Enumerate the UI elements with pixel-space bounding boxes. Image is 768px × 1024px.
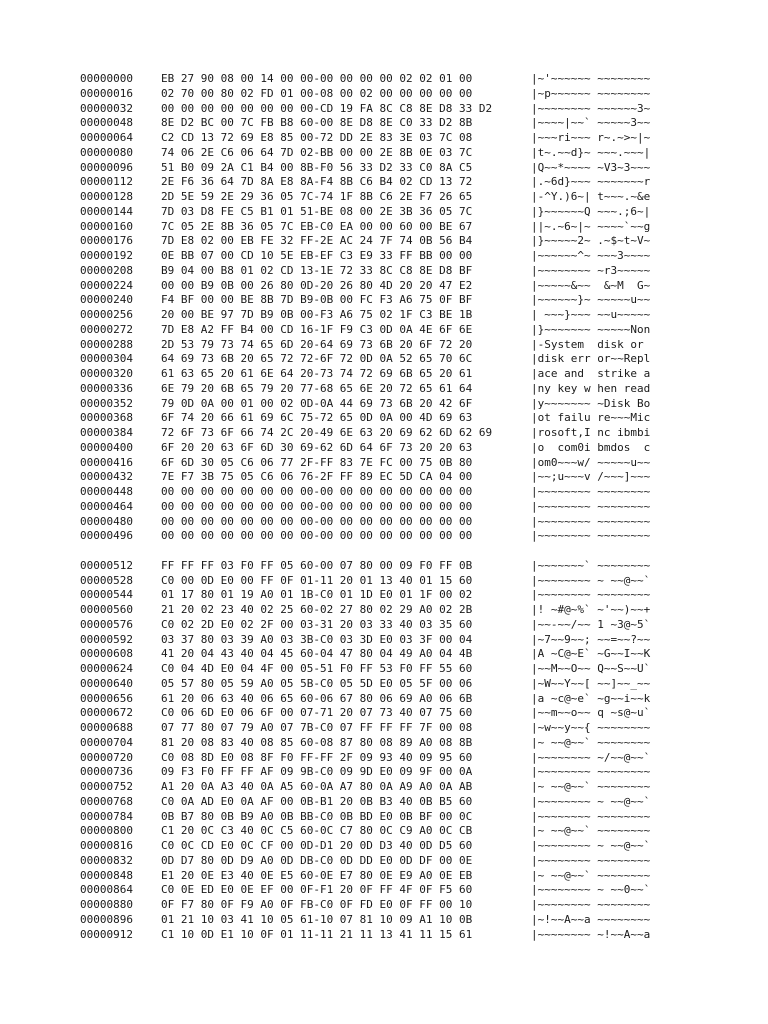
- ascii-column: |~~M~~O~~ Q~~S~~U`: [531, 662, 651, 675]
- ascii-column: |~~~~~~~~ ~ ~~@~~`: [531, 839, 651, 852]
- hex-bytes-column: C0 02 2D E0 02 2F 00 03-31 20 03 33 40 03 35 60: [161, 617, 473, 631]
- hex-row: [80, 397, 680, 412]
- ascii-column: |-^Y.)6~| t~~~.~&e: [531, 190, 651, 203]
- offset-column: 00000080: [80, 145, 133, 159]
- hex-row: [80, 308, 680, 323]
- hex-row: [80, 869, 680, 884]
- hex-row: [80, 883, 680, 898]
- ascii-column: |~ ~~@~~` ~~~~~~~~: [531, 824, 651, 838]
- hex-row: [80, 515, 680, 530]
- hex-row: [80, 603, 680, 618]
- offset-column: 00000576: [80, 617, 133, 631]
- offset-column: 00000160: [80, 219, 133, 233]
- hex-row: [80, 898, 680, 913]
- ascii-column: |rosoft,I nc ibmbi: [531, 426, 651, 439]
- offset-column: 00000640: [80, 676, 133, 690]
- hex-row: [80, 190, 680, 205]
- offset-column: 00000176: [80, 234, 133, 248]
- ascii-column: |~~~~~~~~ ~~~~~~~~: [531, 514, 651, 528]
- hex-bytes-column: 41 20 04 43 40 04 45 60-04 47 80 04 49 A0 04 4B: [161, 647, 473, 661]
- hex-row: [80, 751, 680, 766]
- ascii-column: |~~~~~~~~ ~ ~~@~~`: [531, 794, 651, 808]
- offset-column: 00000624: [80, 662, 133, 675]
- ascii-column: |disk err or~~Repl: [531, 352, 651, 366]
- hex-bytes-column: 00 00 00 00 00 00 00 00-00 00 00 00 00 00 00 00: [161, 485, 473, 498]
- offset-column: 00000480: [80, 514, 133, 528]
- hex-row: [80, 810, 680, 825]
- hex-row: [80, 441, 680, 456]
- ascii-column: |~~~~~~~~ ~~~~~~~~: [531, 898, 651, 911]
- ascii-column: |~w~~y~~{ ~~~~~~~~: [531, 721, 651, 734]
- ascii-column: |ny key w hen read: [531, 381, 651, 395]
- offset-column: 00000720: [80, 750, 133, 764]
- hex-row: [80, 677, 680, 692]
- hex-bytes-column: 79 0D 0A 00 01 00 02 0D-0A 44 69 73 6B 20 42 6F: [161, 396, 473, 410]
- hex-bytes-column: 6E 79 20 6B 65 79 20 77-68 65 6E 20 72 65 61 64: [161, 381, 473, 395]
- offset-column: 00000240: [80, 293, 133, 307]
- hex-bytes-column: 7E F7 3B 75 05 C6 06 76-2F FF 89 EC 5D CA 04 00: [161, 470, 473, 484]
- hex-row: [80, 854, 680, 869]
- offset-column: 00000272: [80, 322, 133, 336]
- ascii-column: |~ ~~@~~` ~~~~~~~~: [531, 780, 651, 793]
- hex-bytes-column: EB 27 90 08 00 14 00 00-00 00 00 00 02 02 01 00: [161, 72, 473, 85]
- hex-row: [80, 692, 680, 707]
- offset-column: 00000512: [80, 558, 133, 572]
- hex-row: [80, 913, 680, 928]
- ascii-column: |om0~~~w/ ~~~~~u~~: [531, 455, 651, 469]
- hex-bytes-column: C0 06 6D E0 06 6F 00 07-71 20 07 73 40 07 75 60: [161, 706, 473, 720]
- hex-bytes-column: C1 10 0D E1 10 0F 01 11-11 21 11 13 41 11 15 61: [161, 927, 473, 941]
- hex-bytes-column: C0 0E ED E0 0E EF 00 0F-F1 20 0F FF 4F 0F F5 60: [161, 883, 473, 897]
- offset-column: 00000368: [80, 411, 133, 425]
- offset-column: 00000496: [80, 529, 133, 543]
- hex-block: [80, 559, 680, 943]
- hex-bytes-column: 00 00 B9 0B 00 26 80 0D-20 26 80 4D 20 20 47 E2: [161, 278, 473, 292]
- ascii-column: |~!~~A~~a ~~~~~~~~: [531, 912, 651, 926]
- hex-row: [80, 146, 680, 161]
- ascii-column: |~~-~~/~~ 1 ~3@~5`: [531, 617, 651, 631]
- hex-row: [80, 456, 680, 471]
- hex-row: [80, 928, 680, 943]
- ascii-column: |~~~~~~~~ ~!~~A~~a: [531, 927, 651, 941]
- ascii-column: |o com0i bmdos c: [531, 440, 651, 454]
- hex-row: [80, 131, 680, 146]
- hex-bytes-column: 72 6F 73 6F 66 74 2C 20-49 6E 63 20 69 62 6D 62 69: [161, 426, 493, 439]
- hex-row: [80, 102, 680, 117]
- hex-row: [80, 367, 680, 382]
- hex-row: [80, 470, 680, 485]
- hex-bytes-column: 7C 05 2E 8B 36 05 7C EB-C0 EA 00 00 60 00 BE 67: [161, 219, 473, 233]
- hex-row: [80, 633, 680, 648]
- ascii-column: |! ~#@~%` ~'~~)~~+: [531, 603, 651, 616]
- hex-bytes-column: FF FF FF 03 F0 FF 05 60-00 07 80 00 09 F0 FF 0B: [161, 558, 473, 572]
- ascii-column: |~~~~~~~~ ~~~~~~~~: [531, 853, 651, 867]
- ascii-column: |ace and strike a: [531, 367, 651, 380]
- ascii-column: |~~~~~~~~ ~~~~~~~~: [531, 809, 651, 823]
- hex-bytes-column: 51 B0 09 2A C1 B4 00 8B-F0 56 33 D2 33 C0 8A C5: [161, 160, 473, 174]
- hex-row: [80, 795, 680, 810]
- offset-column: 00000688: [80, 721, 133, 734]
- hex-row: [80, 161, 680, 176]
- hex-bytes-column: 03 37 80 03 39 A0 03 3B-C0 03 3D E0 03 3F 00 04: [161, 632, 473, 646]
- hex-bytes-column: 09 F3 F0 FF FF AF 09 9B-C0 09 9D E0 09 9F 00 0A: [161, 765, 473, 779]
- hex-bytes-column: 00 00 00 00 00 00 00 00-CD 19 FA 8C C8 8E D8 33 D2: [161, 101, 493, 115]
- ascii-column: |}~~~~~~Q ~~~.;6~|: [531, 204, 651, 218]
- ascii-column: |}~~~~~~~ ~~~~~Non: [531, 322, 651, 336]
- offset-column: 00000656: [80, 691, 133, 705]
- hex-bytes-column: 00 00 00 00 00 00 00 00-00 00 00 00 00 00 00 00: [161, 499, 473, 513]
- offset-column: 00000672: [80, 706, 133, 720]
- hex-row: [80, 382, 680, 397]
- hex-bytes-column: 02 70 00 80 02 FD 01 00-08 00 02 00 00 00 00 00: [161, 86, 473, 100]
- hex-row: [80, 175, 680, 190]
- offset-column: 00000096: [80, 160, 133, 174]
- offset-column: 00000848: [80, 868, 133, 882]
- offset-column: 00000464: [80, 499, 133, 513]
- offset-column: 00000592: [80, 632, 133, 646]
- ascii-column: |~~~~~~~~ ~ ~~0~~`: [531, 883, 651, 897]
- hex-bytes-column: 8E D2 BC 00 7C FB B8 60-00 8E D8 8E C0 33 D2 8B: [161, 116, 473, 130]
- hex-row: [80, 264, 680, 279]
- ascii-column: |~~~ri~~~ r~.~>~|~: [531, 131, 651, 144]
- ascii-column: |~~~~|~~` ~~~~~3~~: [531, 116, 651, 130]
- offset-column: 00000416: [80, 455, 133, 469]
- offset-column: 00000544: [80, 588, 133, 602]
- ascii-column: |~~~~~~~~ ~ ~~@~~`: [531, 573, 651, 587]
- ascii-column: |~~m~~o~~ q ~s@~u`: [531, 706, 651, 720]
- offset-column: 00000048: [80, 116, 133, 130]
- hex-row: [80, 205, 680, 220]
- hex-bytes-column: 0D D7 80 0D D9 A0 0D DB-C0 0D DD E0 0D DF 00 0E: [161, 853, 473, 867]
- hex-bytes-column: F4 BF 00 00 BE 8B 7D B9-0B 00 FC F3 A6 75 0F BF: [161, 293, 473, 307]
- hex-bytes-column: 7D E8 A2 FF B4 00 CD 16-1F F9 C3 0D 0A 4E 6F 6E: [161, 322, 473, 336]
- hex-bytes-column: 6F 74 20 66 61 69 6C 75-72 65 0D 0A 00 4D 69 63: [161, 411, 473, 425]
- hex-bytes-column: 01 21 10 03 41 10 05 61-10 07 81 10 09 A1 10 0B: [161, 912, 473, 926]
- hex-row: [80, 647, 680, 662]
- offset-column: 00000448: [80, 485, 133, 498]
- ascii-column: |~~~~~~~~ ~~~~~~~~: [531, 499, 651, 513]
- ascii-column: | ~~~}~~~ ~~u~~~~~: [531, 308, 651, 321]
- hex-bytes-column: 61 63 65 20 61 6E 64 20-73 74 72 69 6B 65 20 61: [161, 367, 473, 380]
- hex-bytes-column: A1 20 0A A3 40 0A A5 60-0A A7 80 0A A9 A0 0A AB: [161, 780, 473, 793]
- hex-row: [80, 352, 680, 367]
- ascii-column: |a ~c@~e` ~g~~i~~k: [531, 691, 651, 705]
- offset-column: 00000128: [80, 190, 133, 203]
- hex-bytes-column: 2E F6 36 64 7D 8A E8 8A-F4 8B C6 B4 02 CD 13 72: [161, 175, 473, 189]
- offset-column: 00000800: [80, 824, 133, 838]
- offset-column: 00000736: [80, 765, 133, 779]
- offset-column: 00000560: [80, 603, 133, 616]
- hex-row: [80, 721, 680, 736]
- offset-column: 00000784: [80, 809, 133, 823]
- offset-column: 00000112: [80, 175, 133, 189]
- ascii-column: |~~;u~~~v /~~~]~~~: [531, 470, 651, 484]
- hex-bytes-column: 7D E8 02 00 EB FE 32 FF-2E AC 24 7F 74 0B 56 B4: [161, 234, 473, 248]
- hex-bytes-column: 05 57 80 05 59 A0 05 5B-C0 05 5D E0 05 5F 00 06: [161, 676, 473, 690]
- offset-column: 00000352: [80, 396, 133, 410]
- hex-row: [80, 72, 680, 87]
- ascii-column: |~~~~~~~~ ~/~~@~~`: [531, 750, 651, 764]
- hex-bytes-column: C0 04 4D E0 04 4F 00 05-51 F0 FF 53 F0 FF 55 60: [161, 662, 473, 675]
- offset-column: 00000816: [80, 839, 133, 852]
- offset-column: 00000384: [80, 426, 133, 439]
- hex-row: [80, 338, 680, 353]
- ascii-column: |~~~~~~}~ ~~~~~u~~: [531, 293, 651, 307]
- offset-column: 00000768: [80, 794, 133, 808]
- offset-column: 00000896: [80, 912, 133, 926]
- hex-bytes-column: 81 20 08 83 40 08 85 60-08 87 80 08 89 A0 08 8B: [161, 735, 473, 749]
- hex-row: [80, 279, 680, 294]
- hex-row: [80, 529, 680, 544]
- offset-column: 00000752: [80, 780, 133, 793]
- offset-column: 00000880: [80, 898, 133, 911]
- hex-row: [80, 411, 680, 426]
- hex-row: [80, 426, 680, 441]
- ascii-column: |~~~~~~~~ ~~~~~~~~: [531, 485, 651, 498]
- offset-column: 00000192: [80, 249, 133, 262]
- hex-bytes-column: 6F 20 20 63 6F 6D 30 69-62 6D 64 6F 73 20 20 63: [161, 440, 473, 454]
- ascii-column: |~p~~~~~~ ~~~~~~~~: [531, 86, 651, 100]
- hex-bytes-column: 6F 6D 30 05 C6 06 77 2F-FF 83 7E FC 00 75 0B 80: [161, 455, 473, 469]
- ascii-column: |~~~~~~^~ ~~~3~~~~: [531, 249, 651, 262]
- offset-column: 00000000: [80, 72, 133, 85]
- hex-bytes-column: 74 06 2E C6 06 64 7D 02-BB 00 00 2E 8B 0E 03 7C: [161, 145, 473, 159]
- offset-column: 00000608: [80, 647, 133, 661]
- offset-column: 00000144: [80, 204, 133, 218]
- ascii-column: |y~~~~~~~ ~Disk Bo: [531, 396, 651, 410]
- hex-bytes-column: C0 0C CD E0 0C CF 00 0D-D1 20 0D D3 40 0D D5 60: [161, 839, 473, 852]
- ascii-column: |~~~~~~~~ ~~~~~~~~: [531, 588, 651, 602]
- hex-bytes-column: C0 08 8D E0 08 8F F0 FF-FF 2F 09 93 40 09 95 60: [161, 750, 473, 764]
- hex-row: [80, 780, 680, 795]
- hex-bytes-column: 0F F7 80 0F F9 A0 0F FB-C0 0F FD E0 0F FF 00 10: [161, 898, 473, 911]
- hex-row: [80, 234, 680, 249]
- hex-bytes-column: 0B B7 80 0B B9 A0 0B BB-C0 0B BD E0 0B BF 00 0C: [161, 809, 473, 823]
- hex-row: [80, 323, 680, 338]
- hex-row: [80, 574, 680, 589]
- hex-row: [80, 293, 680, 308]
- block-separator: [80, 544, 680, 559]
- hex-bytes-column: C1 20 0C C3 40 0C C5 60-0C C7 80 0C C9 A0 0C CB: [161, 824, 473, 838]
- ascii-column: |~7~~9~~; ~~=~~?~~: [531, 632, 651, 646]
- hex-bytes-column: 2D 53 79 73 74 65 6D 20-64 69 73 6B 20 6F 72 20: [161, 337, 473, 351]
- offset-column: 00000032: [80, 101, 133, 115]
- hex-bytes-column: 07 77 80 07 79 A0 07 7B-C0 07 FF FF FF 7F 00 08: [161, 721, 473, 734]
- offset-column: 00000400: [80, 440, 133, 454]
- ascii-column: |~~~~~~~~ ~~~~~~3~: [531, 101, 651, 115]
- hex-bytes-column: C0 00 0D E0 00 FF 0F 01-11 20 01 13 40 01 15 60: [161, 573, 473, 587]
- offset-column: 00000864: [80, 883, 133, 897]
- hex-row: [80, 618, 680, 633]
- hex-bytes-column: 21 20 02 23 40 02 25 60-02 27 80 02 29 A0 02 2B: [161, 603, 473, 616]
- ascii-column: |-System disk or: [531, 337, 651, 351]
- offset-column: 00000304: [80, 352, 133, 366]
- hex-bytes-column: 64 69 73 6B 20 65 72 72-6F 72 0D 0A 52 65 70 6C: [161, 352, 473, 366]
- hex-bytes-column: 61 20 06 63 40 06 65 60-06 67 80 06 69 A0 06 6B: [161, 691, 473, 705]
- offset-column: 00000320: [80, 367, 133, 380]
- offset-column: 00000704: [80, 735, 133, 749]
- hex-bytes-column: C2 CD 13 72 69 E8 85 00-72 DD 2E 83 3E 03 7C 08: [161, 131, 473, 144]
- ascii-column: |~~~~~~~~ ~~~~~~~~: [531, 765, 651, 779]
- ascii-column: |~~~~~~~` ~~~~~~~~: [531, 558, 651, 572]
- offset-column: 00000288: [80, 337, 133, 351]
- offset-column: 00000912: [80, 927, 133, 941]
- hex-row: [80, 500, 680, 515]
- offset-column: 00000528: [80, 573, 133, 587]
- hex-row: [80, 706, 680, 721]
- hex-row: [80, 87, 680, 102]
- hex-row: [80, 559, 680, 574]
- offset-column: 00000208: [80, 263, 133, 277]
- hex-row: [80, 736, 680, 751]
- ascii-column: |~'~~~~~~ ~~~~~~~~: [531, 72, 651, 85]
- offset-column: 00000256: [80, 308, 133, 321]
- ascii-column: |~~~~~~~~ ~r3~~~~~: [531, 263, 651, 277]
- offset-column: 00000832: [80, 853, 133, 867]
- ascii-column: |~ ~~@~~` ~~~~~~~~: [531, 735, 651, 749]
- ascii-column: |ot failu re~~~Mic: [531, 411, 651, 425]
- hex-bytes-column: B9 04 00 B8 01 02 CD 13-1E 72 33 8C C8 8E D8 BF: [161, 263, 473, 277]
- hex-bytes-column: 7D 03 D8 FE C5 B1 01 51-BE 08 00 2E 3B 36 05 7C: [161, 204, 473, 218]
- hex-row: [80, 662, 680, 677]
- hex-row: [80, 839, 680, 854]
- hex-bytes-column: C0 0A AD E0 0A AF 00 0B-B1 20 0B B3 40 0B B5 60: [161, 794, 473, 808]
- hex-dump: [80, 72, 680, 942]
- hex-row: [80, 765, 680, 780]
- ascii-column: |}~~~~~2~ .~$~t~V~: [531, 234, 651, 248]
- ascii-column: |t~.~~d}~ ~~~.~~~|: [531, 145, 651, 159]
- hex-row: [80, 249, 680, 264]
- hex-bytes-column: 2D 5E 59 2E 29 36 05 7C-74 1F 8B C6 2E F7 26 65: [161, 190, 473, 203]
- hex-bytes-column: 00 00 00 00 00 00 00 00-00 00 00 00 00 00 00 00: [161, 514, 473, 528]
- hex-row: [80, 485, 680, 500]
- ascii-column: |~~~~~~~~ ~~~~~~~~: [531, 529, 651, 543]
- hex-bytes-column: 0E BB 07 00 CD 10 5E EB-EF C3 E9 33 FF BB 00 00: [161, 249, 473, 262]
- hex-row: [80, 588, 680, 603]
- offset-column: 00000336: [80, 381, 133, 395]
- hex-block: [80, 72, 680, 544]
- hex-bytes-column: 20 00 BE 97 7D B9 0B 00-F3 A6 75 02 1F C3 BE 1B: [161, 308, 473, 321]
- hex-bytes-column: E1 20 0E E3 40 0E E5 60-0E E7 80 0E E9 A0 0E EB: [161, 868, 473, 882]
- ascii-column: |~ ~~@~~` ~~~~~~~~: [531, 868, 651, 882]
- offset-column: 00000064: [80, 131, 133, 144]
- ascii-column: |~~~~~&~~ &~M G~: [531, 278, 651, 292]
- hex-row: [80, 116, 680, 131]
- offset-column: 00000016: [80, 86, 133, 100]
- hex-row: [80, 824, 680, 839]
- ascii-column: |.~6d}~~~ ~~~~~~~r: [531, 175, 651, 189]
- offset-column: 00000432: [80, 470, 133, 484]
- ascii-column: |Q~~*~~~~ ~V3~3~~~: [531, 160, 651, 174]
- offset-column: 00000224: [80, 278, 133, 292]
- ascii-column: ||~.~6~|~ ~~~~`~~g: [531, 219, 651, 233]
- ascii-column: |~W~~Y~~[ ~~]~~_~~: [531, 676, 651, 690]
- hex-bytes-column: 01 17 80 01 19 A0 01 1B-C0 01 1D E0 01 1F 00 02: [161, 588, 473, 602]
- ascii-column: |A ~C@~E` ~G~~I~~K: [531, 647, 651, 661]
- hex-row: [80, 220, 680, 235]
- hex-bytes-column: 00 00 00 00 00 00 00 00-00 00 00 00 00 00 00 00: [161, 529, 473, 543]
